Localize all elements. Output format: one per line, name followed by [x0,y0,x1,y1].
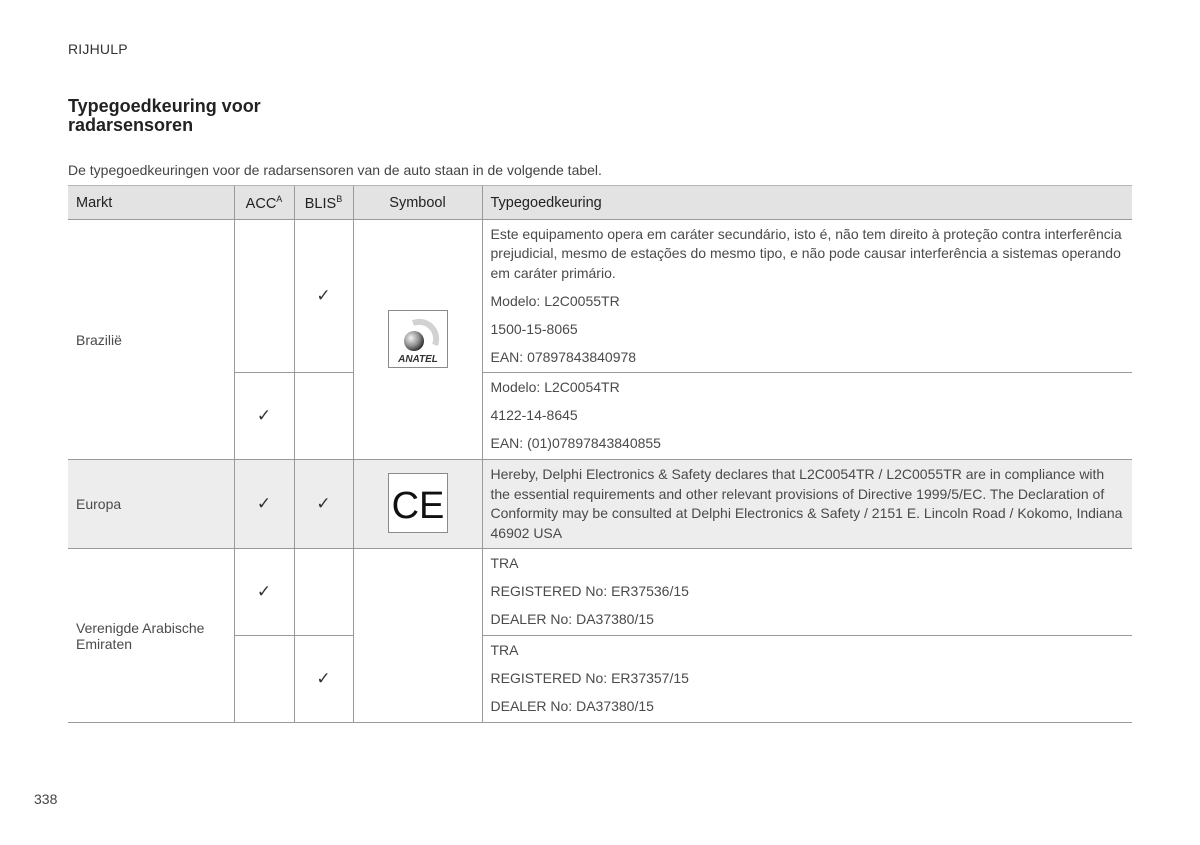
approval-code: 4122-14-8645 [490,407,578,424]
market-cell-europe [68,460,234,549]
approval-registered: REGISTERED No: ER37536/15 [490,583,689,600]
approval-model: Modelo: L2C0055TR [490,292,620,309]
section-label: RIJHULP [68,41,128,57]
approval-dealer: DEALER No: DA37380/15 [490,698,654,715]
market-brazil: Brazilië [76,331,122,348]
header-markt: Markt [68,186,234,220]
header-acc-footnote: A [276,193,283,204]
ce-logo [388,473,448,533]
market-cell-brazil [68,220,234,460]
anatel-logo [388,310,448,368]
page-title [68,97,261,135]
header-blis-footnote: B [336,193,343,204]
acc-check: ✓ [234,460,294,549]
page-title-line-1: Typegoedkeuring voor [68,96,261,116]
intro-text: De typegoedkeuringen voor de radarsensoren van de auto staan in de volgende tabel. [68,162,602,178]
approval-cell-brazil-2 [482,373,1132,460]
blis-cell [294,549,353,636]
approval-registered: REGISTERED No: ER37357/15 [490,670,689,687]
approval-ean: EAN: (01)07897843840855 [490,435,661,452]
blis-check: ✓ [294,636,353,723]
acc-cell [234,220,294,373]
blis-check: ✓ [294,220,353,373]
page-number: 338 [34,791,58,807]
table-row [68,549,1132,636]
table-row [68,460,1132,549]
market-uae: Verenigde Arabische Emiraten [76,619,205,652]
header-symbool: Symbool [353,186,482,220]
header-typegoedkeuring: Typegoedkeuring [482,186,1132,220]
table-header-row [68,186,1132,220]
header-acc [234,186,294,220]
approval-cell-uae-1 [482,549,1132,636]
symbol-cell-brazil [353,220,482,460]
symbol-cell-uae [353,549,482,723]
approval-ean: EAN: 07897843840978 [490,348,637,365]
blis-cell [294,373,353,460]
header-acc-label: ACC [245,195,277,212]
approval-cell-europe [482,460,1132,549]
anatel-logo-text: ANATEL [397,353,438,365]
symbol-cell-europe [353,460,482,549]
approval-tra: TRA [490,642,519,659]
header-blis-label: BLIS [304,195,337,212]
ce-logo-text: CE [391,485,444,527]
approval-tra: TRA [490,555,519,572]
acc-check: ✓ [234,373,294,460]
approval-cell-brazil-1 [482,220,1132,373]
type-approval-table [68,185,1132,723]
approval-code: 1500-15-8065 [490,320,578,337]
approval-statement: Este equipamento opera em caráter secundário, isto é, não tem direito à proteção contra interferência prejudicial, mesmo de estações do mesmo tipo, e não pode causar interferência a sistemas operando em caráter primário. [490,225,1122,281]
approval-model: Modelo: L2C0054TR [490,379,620,396]
market-europe: Europa [76,496,122,512]
approval-cell-uae-2 [482,636,1132,723]
page-title-line-2: radarsensoren [68,115,194,135]
approval-dealer: DEALER No: DA37380/15 [490,611,654,628]
approval-statement: Hereby, Delphi Electronics & Safety declares that L2C0054TR / L2C0055TR are in compliance with the essential requirements and other relevant provisions of Directive 1999/5/EC. The Declaration of Conformity may be consulted at Delphi Electronics & Safety / 2151 E. Lincoln Road / Kokomo, Indiana 46902 USA [490,466,1123,541]
table-row [68,220,1132,373]
acc-check: ✓ [234,549,294,636]
market-cell-uae [68,549,234,723]
acc-cell [234,636,294,723]
header-blis [294,186,353,220]
blis-check: ✓ [294,460,353,549]
